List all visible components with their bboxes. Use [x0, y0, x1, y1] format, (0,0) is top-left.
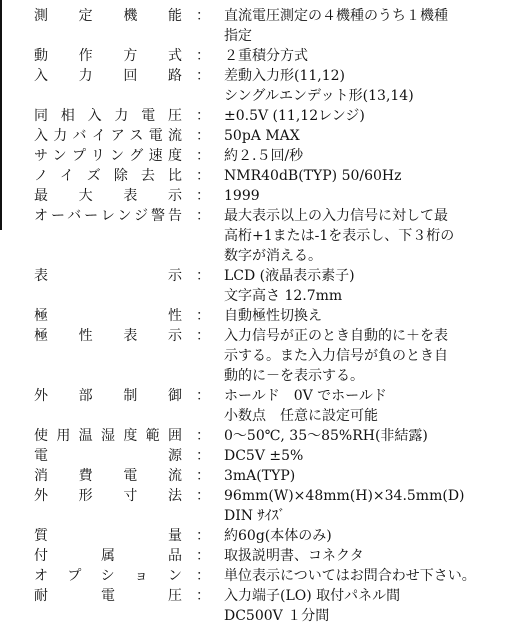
spec-value-line: 1999 — [224, 188, 260, 204]
spec-value — [224, 206, 508, 266]
spec-colon: ： — [196, 388, 210, 404]
spec-value-line: NMR40dB(TYP) 50/60Hz — [224, 168, 402, 184]
spec-label: オーバーレンジ警告 — [34, 208, 182, 224]
spec-value-line: 約60g(本体のみ) — [224, 528, 332, 544]
spec-value-line: 直流電圧測定の４機種のうち１機種 — [224, 8, 448, 24]
spec-value — [224, 146, 508, 166]
spec-colon: ： — [196, 148, 210, 164]
spec-value-line: 示する。また入力信号が負のとき自 — [224, 348, 448, 364]
spec-value-line: DIN ｻｲｽﾞ — [224, 508, 286, 524]
spec-label: 質量 — [34, 528, 182, 544]
spec-row — [34, 126, 508, 146]
spec-value — [224, 166, 508, 186]
spec-label: 最大表示 — [34, 188, 182, 204]
spec-row — [34, 186, 508, 206]
spec-row — [34, 526, 508, 546]
spec-row — [34, 586, 508, 626]
spec-label: 極性 — [34, 308, 182, 324]
spec-label: 付属品 — [34, 548, 182, 564]
spec-value — [224, 186, 508, 206]
spec-label: オプション — [34, 568, 182, 584]
spec-label: ノイズ除去比 — [34, 168, 182, 184]
spec-value — [224, 126, 508, 146]
spec-value — [224, 546, 508, 566]
spec-colon: ： — [196, 328, 210, 344]
spec-value-line: 取扱説明書、コネクタ — [224, 548, 364, 564]
spec-value-line: 入力端子(LO) 取付パネル間 — [224, 588, 401, 604]
spec-colon: ： — [196, 548, 210, 564]
spec-value-line: 数字が消える。 — [224, 248, 322, 264]
spec-row — [34, 106, 508, 126]
spec-value-line: 単位表示についてはお問合わせ下さい。 — [224, 568, 476, 584]
spec-value-line: シングルエンデット形(13,14) — [224, 88, 414, 104]
spec-value — [224, 586, 508, 626]
spec-value-line: 高桁+1または-1を表示し、下３桁の — [224, 228, 455, 244]
spec-row — [34, 446, 508, 466]
spec-label: 極性表示 — [34, 328, 182, 344]
spec-value — [224, 106, 508, 126]
spec-label: 電源 — [34, 448, 182, 464]
spec-value-line: ホールド 0V でホールド — [224, 388, 387, 404]
spec-row — [34, 566, 508, 586]
spec-value-line: 入力信号が正のとき自動的に＋を表 — [224, 328, 448, 344]
spec-value — [224, 326, 508, 386]
spec-value — [224, 566, 508, 586]
spec-row — [34, 486, 508, 526]
spec-row — [34, 266, 508, 306]
spec-colon: ： — [196, 588, 210, 604]
spec-value — [224, 306, 508, 326]
spec-value — [224, 446, 508, 466]
spec-value — [224, 526, 508, 546]
spec-value-line: 動的に－を表示する。 — [224, 368, 364, 384]
spec-value-line: 差動入力形(11,12) — [224, 68, 346, 84]
spec-row — [34, 46, 508, 66]
spec-value-line: LCD (液晶表示素子) — [224, 268, 355, 284]
spec-value — [224, 386, 508, 426]
spec-row — [34, 386, 508, 426]
spec-colon: ： — [196, 308, 210, 324]
spec-label: 耐電圧 — [34, 588, 182, 604]
spec-colon: ： — [196, 528, 210, 544]
spec-value-line: DC5V ±5% — [224, 448, 304, 464]
spec-colon: ： — [196, 48, 210, 64]
spec-label: 外形寸法 — [34, 488, 182, 504]
spec-value-line: 96mm(W)×48mm(H)×34.5mm(D) — [224, 488, 465, 504]
spec-colon: ： — [196, 188, 210, 204]
spec-value-line: 最大表示以上の入力信号に対して最 — [224, 208, 448, 224]
spec-label: 測定機能 — [34, 8, 182, 24]
spec-colon: ： — [196, 108, 210, 124]
spec-label: サンプリング速度 — [34, 148, 182, 164]
spec-colon: ： — [196, 488, 210, 504]
spec-row — [34, 66, 508, 106]
spec-label: 外部制御 — [34, 388, 182, 404]
spec-table — [34, 6, 508, 626]
spec-row — [34, 426, 508, 446]
spec-value-line: 自動極性切換え — [224, 308, 322, 324]
spec-label: 消費電流 — [34, 468, 182, 484]
left-margin-rule — [0, 0, 2, 230]
spec-value-line: 0～50℃, 35～85%RH(非結露) — [224, 428, 428, 444]
spec-colon: ： — [196, 448, 210, 464]
spec-colon: ： — [196, 208, 210, 224]
spec-label: 動作方式 — [34, 48, 182, 64]
spec-colon: ： — [196, 568, 210, 584]
spec-value — [224, 66, 508, 106]
spec-value — [224, 426, 508, 446]
spec-value-line: 50pA MAX — [224, 128, 300, 144]
spec-label: 同相入力電圧 — [34, 108, 182, 124]
spec-row — [34, 166, 508, 186]
spec-row — [34, 146, 508, 166]
spec-row — [34, 546, 508, 566]
spec-value — [224, 46, 508, 66]
spec-value — [224, 266, 508, 306]
spec-value-line: ±0.5V (11,12レンジ) — [224, 108, 365, 124]
spec-value-line: 小数点 任意に設定可能 — [224, 408, 378, 424]
spec-value — [224, 486, 508, 526]
spec-value-line: 約２.５回/秒 — [224, 148, 304, 164]
spec-value-line: ２重積分方式 — [224, 48, 308, 64]
spec-value — [224, 466, 508, 486]
spec-colon: ： — [196, 128, 210, 144]
spec-label: 表示 — [34, 268, 182, 284]
spec-row — [34, 6, 508, 46]
spec-colon: ： — [196, 468, 210, 484]
spec-colon: ： — [196, 428, 210, 444]
spec-colon: ： — [196, 68, 210, 84]
spec-row — [34, 206, 508, 266]
spec-row — [34, 326, 508, 386]
spec-value-line: 文字高さ 12.7mm — [224, 288, 343, 304]
spec-label: 使用温湿度範囲 — [34, 428, 182, 444]
spec-colon: ： — [196, 168, 210, 184]
spec-value-line: 3mA(TYP) — [224, 468, 296, 484]
spec-colon: ： — [196, 8, 210, 24]
spec-value-line: DC500V １分間 — [224, 608, 330, 624]
spec-value — [224, 6, 508, 46]
spec-label: 入力回路 — [34, 68, 182, 84]
spec-row — [34, 466, 508, 486]
spec-label: 入力バイアス電流 — [34, 128, 182, 144]
spec-colon: ： — [196, 268, 210, 284]
spec-row — [34, 306, 508, 326]
spec-value-line: 指定 — [224, 28, 252, 44]
